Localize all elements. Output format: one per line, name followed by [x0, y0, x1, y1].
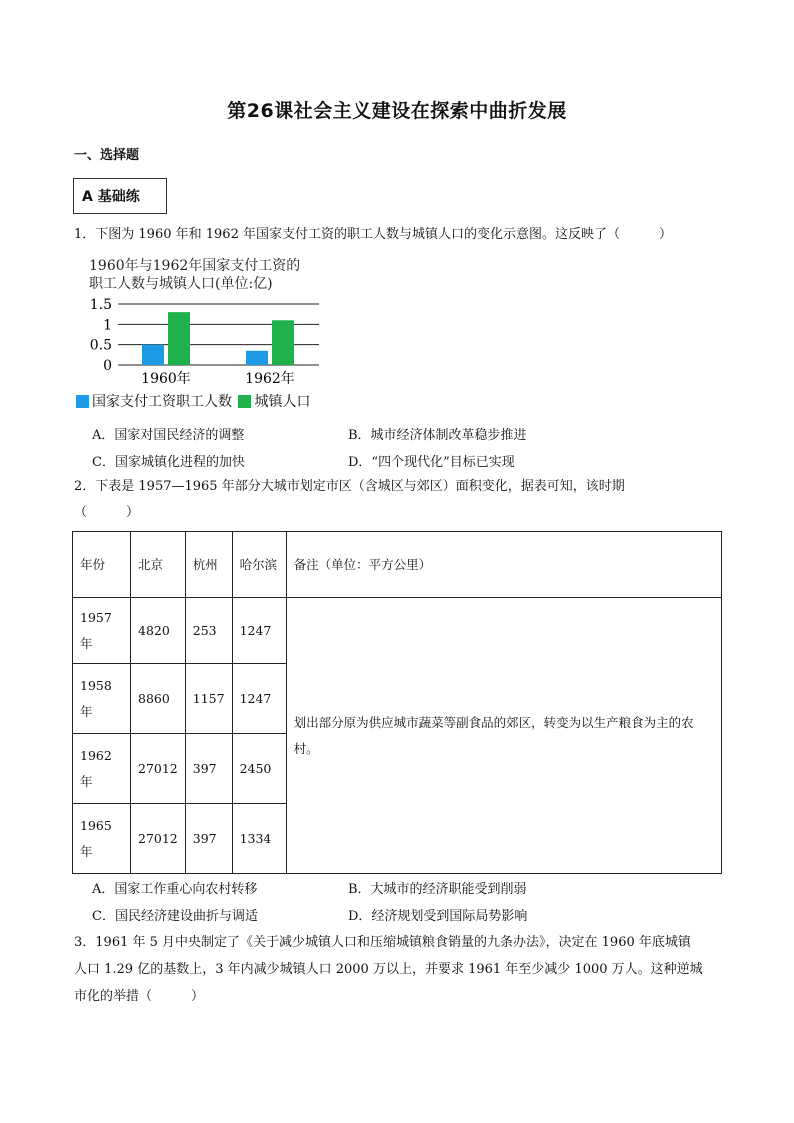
- y-tick-label: 1.5: [89, 297, 112, 313]
- area-table: [72, 531, 722, 874]
- table-cell: 8860: [131, 664, 186, 734]
- y-tick-label: 0.5: [89, 337, 112, 354]
- level-badge: A 基础练: [73, 178, 167, 214]
- table-row: [73, 598, 722, 664]
- chart-title-line1: 1960年与1962年国家支付工资的: [89, 258, 301, 274]
- y-tick-label: 0: [103, 358, 112, 374]
- x-category-label: 1962年: [245, 371, 295, 387]
- y-tick-label: 1: [103, 317, 112, 334]
- table-cell: 1247: [232, 598, 286, 664]
- table-cell: 1334: [232, 804, 286, 874]
- q2-option-c[interactable]: C．国民经济建设曲折与调适: [92, 909, 258, 924]
- question-3-line1: 3．1961 年 5 月中央制定了《关于减少城镇人口和压缩城镇粮食销量的九条办法》，决定在 1960 年底城镇: [74, 935, 691, 950]
- legend-label-workers: 国家支付工资职工人数: [92, 394, 232, 410]
- chart-title-line2: 职工人数与城镇人口(单位:亿): [89, 276, 273, 292]
- table-cell: 1962年: [73, 734, 131, 804]
- q2-option-a[interactable]: A．国家工作重心向农村转移: [92, 882, 258, 897]
- question-3-line2: 人口 1.29 亿的基数上，3 年内减少城镇人口 2000 万以上，并要求 1961 年至少减少 1000 万人。这种逆城: [74, 962, 703, 977]
- table-header-cell: 北京: [131, 532, 186, 598]
- question-1-stem: 1．下图为 1960 年和 1962 年国家支付工资的职工人数与城镇人口的变化示意图。这反映了（ ）: [74, 227, 672, 242]
- table-cell: 2450: [232, 734, 286, 804]
- table-header-row: [73, 532, 722, 598]
- bar-workers-0: [142, 345, 164, 365]
- question-3-line3: 市化的举措（ ）: [74, 989, 205, 1004]
- table-cell: 1247: [232, 664, 286, 734]
- table-cell: 253: [185, 598, 232, 664]
- table-cell: 27012: [131, 804, 186, 874]
- table-header-cell: 哈尔滨: [232, 532, 286, 598]
- table-cell: 397: [185, 734, 232, 804]
- q1-option-c[interactable]: C．国家城镇化进程的加快: [92, 455, 245, 470]
- question-2-blank: （ ）: [74, 505, 140, 520]
- table-header-cell: 备注（单位：平方公里）: [286, 532, 721, 598]
- table-cell: 4820: [131, 598, 186, 664]
- table-cell: 1965年: [73, 804, 131, 874]
- legend-swatch-workers: [76, 395, 89, 408]
- question-2-stem: 2．下表是 1957—1965 年部分大城市划定市区（含城区与郊区）面积变化，据表可知，该时期: [74, 479, 625, 494]
- bar-urban-1: [272, 320, 294, 365]
- q1-option-b[interactable]: B．城市经济体制改革稳步推进: [348, 428, 527, 443]
- section-heading: 一、选择题: [74, 148, 140, 163]
- q1-option-a[interactable]: A．国家对国民经济的调整: [92, 428, 245, 443]
- page-title: 第26课社会主义建设在探索中曲折发展: [227, 100, 567, 122]
- q2-option-b[interactable]: B．大城市的经济职能受到削弱: [348, 882, 527, 897]
- table-header-cell: 年份: [73, 532, 131, 598]
- table-cell: 1957年: [73, 598, 131, 664]
- bar-urban-0: [168, 312, 190, 365]
- table-cell: 1157: [185, 664, 232, 734]
- legend-swatch-urban: [238, 395, 251, 408]
- x-category-label: 1960年: [141, 371, 191, 387]
- q2-option-d[interactable]: D．经济规划受到国际局势影响: [348, 909, 528, 924]
- table-cell: 1958年: [73, 664, 131, 734]
- q1-option-d[interactable]: D．“四个现代化”目标已实现: [348, 455, 515, 470]
- table-cell: 27012: [131, 734, 186, 804]
- bar-workers-1: [246, 351, 268, 365]
- chart-legend: [76, 391, 310, 411]
- table-note-cell: 划出部分原为供应城市蔬菜等副食品的郊区，转变为以生产粮食为主的农村。: [286, 598, 721, 874]
- table-header-cell: 杭州: [185, 532, 232, 598]
- legend-label-urban: 城镇人口: [254, 394, 311, 410]
- table-cell: 397: [185, 804, 232, 874]
